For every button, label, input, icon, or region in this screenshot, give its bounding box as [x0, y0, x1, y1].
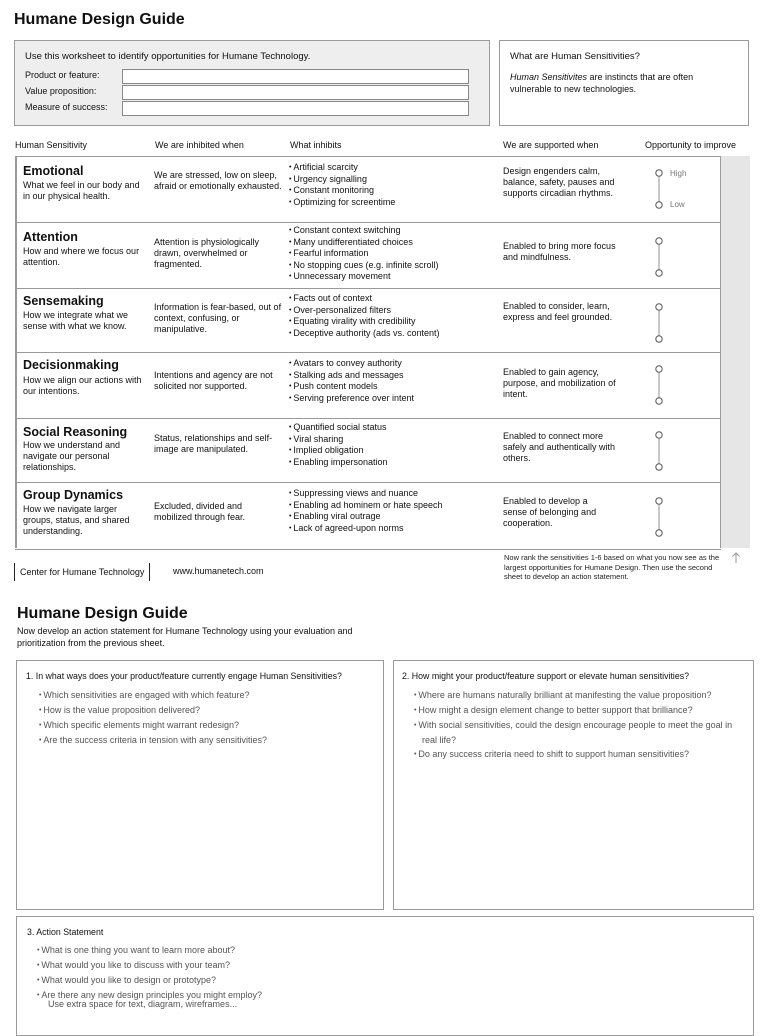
inhibits-item: • No stopping cues (e.g. infinite scroll) [289, 260, 504, 272]
question-1-title: 1. In what ways does your product/feature currently engage Human Sensitivities? [26, 671, 342, 681]
inhibited-when-text: Status, relationships and self-image are manipulated. [154, 433, 273, 454]
value-proposition-field-label: Value proposition: [25, 86, 97, 96]
inhibits-item: • Push content models [289, 381, 504, 393]
org-name: Center for Humane Technology [14, 563, 150, 581]
inhibits-item: • Stalking ads and messages [289, 370, 504, 382]
worksheet-intro-text: Use this worksheet to identify opportunities for Humane Technology. [25, 51, 311, 62]
inhibits-item: • Constant context switching [289, 225, 504, 237]
action-statement-title: 3. Action Statement [27, 927, 104, 937]
arrow-up-icon [731, 552, 741, 564]
inhibits-item: • Viral sharing [289, 434, 504, 446]
inhibits-item: • Over-personalized filters [289, 305, 504, 317]
opportunity-slider[interactable] [655, 431, 665, 478]
slider-high-label: High [670, 169, 687, 178]
column-header-opportunity: Opportunity to improve [645, 140, 737, 150]
inhibits-item: • Optimizing for screentime [289, 197, 504, 209]
opportunity-slider[interactable] [655, 237, 665, 284]
page2-intro: Now develop an action statement for Humane Technology using your evaluation and prioritization from the previous sheet. [17, 626, 353, 648]
inhibits-list [289, 293, 504, 339]
inhibited-when-text: Information is fear-based, out of context, confusing, or manipulative. [154, 302, 282, 334]
action-statement-item: • What would you like to discuss with your team? [37, 958, 262, 973]
inhibits-list [289, 225, 504, 283]
sensitivity-desc: What we feel in our body and in our physical health. [23, 180, 140, 201]
sensitivity-desc: How we navigate larger groups, status, and shared understanding. [23, 504, 130, 536]
question-1-item: • Are the success criteria in tension with any sensitivities? [39, 733, 267, 748]
question-2-item: • How might a design element change to better support that brilliance? [414, 703, 749, 718]
measure-of-success-field-label: Measure of success: [25, 102, 108, 112]
inhibits-item: • Fearful information [289, 248, 504, 260]
org-url[interactable]: www.humanetech.com [173, 566, 264, 576]
sensitivity-name: Decisionmaking [23, 358, 119, 372]
sensitivity-row-social-reasoning [15, 418, 721, 483]
column-header-what-inhibits: What inhibits [290, 140, 342, 150]
action-statement-extra: Use extra space for text, diagram, wireframes... [48, 999, 238, 1009]
inhibits-item: • Enabling ad hominem or hate speech [289, 500, 504, 512]
sensitivity-name: Emotional [23, 164, 84, 178]
question-2-title: 2. How might your product/feature support or elevate human sensitivities? [402, 671, 690, 681]
inhibits-item: • Enabling impersonation [289, 457, 504, 469]
slider-scale-icon [655, 237, 665, 279]
inhibits-item: • Equating virality with credibility [289, 316, 504, 328]
inhibits-list [289, 358, 504, 404]
page2-title: Humane Design Guide [17, 605, 188, 622]
question-1-item: • How is the value proposition delivered? [39, 703, 267, 718]
action-statement-item: • What would you like to design or prototype? [37, 973, 262, 988]
action-statement-item: • What is one thing you want to learn more about? [37, 943, 262, 958]
value-proposition-field[interactable] [122, 85, 469, 100]
sensitivity-desc: How we understand and navigate our personal relationships. [23, 440, 121, 472]
slider-low-label: Low [670, 200, 685, 209]
question-2-item: • Do any success criteria need to shift to support human sensitivities? [414, 747, 749, 762]
inhibits-item: • Many undifferentiated choices [289, 237, 504, 249]
action-statement-item: • Are there any new design principles you might employ? [37, 988, 262, 1003]
inhibits-item: • Constant monitoring [289, 185, 504, 197]
product-field-label: Product or feature: [25, 70, 100, 80]
inhibited-when-text: Attention is physiologically drawn, overwhelmed or fragmented. [154, 237, 260, 269]
slider-scale-icon [655, 365, 665, 407]
product-field[interactable] [122, 69, 469, 84]
sensitivity-row-attention [15, 222, 721, 289]
opportunity-slider[interactable] [655, 497, 665, 544]
question-1-list [39, 688, 267, 748]
inhibits-item: • Enabling viral outrage [289, 511, 504, 523]
sensitivity-desc: How we align our actions with our intentions. [23, 375, 142, 396]
column-header-supported-when: We are supported when [503, 140, 599, 150]
supported-when-text: Enabled to bring more focus and mindfulness. [503, 241, 616, 262]
opportunity-slider[interactable] [655, 365, 665, 412]
slider-scale-icon [655, 431, 665, 473]
column-header-sensitivity: Human Sensitivity [15, 140, 88, 150]
question-1-item: • Which sensitivities are engaged with which feature? [39, 688, 267, 703]
measure-of-success-field-row [25, 101, 485, 116]
inhibits-list [289, 422, 504, 468]
inhibits-item: • Suppressing views and nuance [289, 488, 504, 500]
supported-when-text: Enabled to consider, learn, express and feel grounded. [503, 301, 613, 322]
sensitivity-name: Social Reasoning [23, 425, 128, 439]
inhibited-when-text: Excluded, divided and mobilized through fear. [154, 501, 246, 522]
supported-when-text: Enabled to develop a sense of belonging and cooperation. [503, 496, 597, 528]
sidebox-title: What are Human Sensitivities? [510, 51, 640, 62]
sensitivity-name: Attention [23, 230, 78, 244]
sensitivity-row-group-dynamics [15, 482, 721, 550]
ranking-column[interactable] [720, 156, 750, 548]
slider-scale-icon [655, 303, 665, 345]
inhibits-item: • Serving preference over intent [289, 393, 504, 405]
sensitivity-row-decisionmaking [15, 352, 721, 419]
inhibits-item: • Facts out of context [289, 293, 504, 305]
action-statement-box[interactable] [16, 916, 754, 1036]
sidebox-term: Human Sensitivites [510, 72, 588, 82]
supported-when-text: Design engenders calm, balance, safety, pauses and supports circadian rhythms. [503, 166, 615, 198]
sensitivity-desc: How we integrate what we sense with what we know. [23, 310, 129, 331]
inhibits-item: • Deceptive authority (ads vs. content) [289, 328, 504, 340]
inhibits-list [289, 488, 504, 534]
inhibits-item: • Unnecessary movement [289, 271, 504, 283]
sensitivity-name: Sensemaking [23, 294, 104, 308]
inhibits-item: • Implied obligation [289, 445, 504, 457]
inhibited-when-text: We are stressed, low on sleep, afraid or emotionally exhausted. [154, 170, 282, 191]
question-1-item: • Which specific elements might warrant redesign? [39, 718, 267, 733]
supported-when-text: Enabled to gain agency, purpose, and mobilization of intent. [503, 367, 616, 399]
question-2-box[interactable] [393, 660, 754, 910]
question-1-box[interactable] [16, 660, 384, 910]
inhibits-item: • Artificial scarcity [289, 162, 504, 174]
sensitivity-row-emotional [15, 156, 721, 223]
opportunity-slider[interactable] [655, 303, 665, 350]
sensitivity-row-sensemaking [15, 288, 721, 353]
question-2-item: • With social sensitivities, could the design encourage people to meet the goal in real life? [414, 718, 749, 747]
product-field-row [25, 69, 485, 84]
inhibits-item: • Quantified social status [289, 422, 504, 434]
column-header-inhibited-when: We are inhibited when [155, 140, 244, 150]
human-sensitivities-sidebox [499, 40, 749, 126]
sensitivity-name: Group Dynamics [23, 488, 124, 502]
inhibits-item: • Avatars to convey authority [289, 358, 504, 370]
worksheet-intro-box [14, 40, 490, 126]
supported-when-text: Enabled to connect more safely and authentically with others. [503, 431, 616, 463]
opportunity-slider[interactable] [655, 169, 687, 216]
inhibited-when-text: Intentions and agency are not solicited nor supported. [154, 370, 273, 391]
inhibits-list [289, 162, 504, 208]
ranking-note: Now rank the sensitivities 1-6 based on what you now see as the largest opportunities for Humane Design. Then use the second sheet to develop an action statement. [504, 553, 720, 581]
sidebox-definition: are instincts that are often vulnerable to new technologies. [510, 72, 694, 94]
sidebox-text [510, 72, 720, 95]
action-statement-list [37, 943, 262, 1003]
slider-scale-icon [655, 497, 665, 539]
question-2-list [414, 688, 749, 762]
measure-of-success-field[interactable] [122, 101, 469, 116]
question-2-item: • Where are humans naturally brilliant at manifesting the value proposition? [414, 688, 749, 703]
inhibits-item: • Urgency signalling [289, 174, 504, 186]
sensitivity-desc: How and where we focus our attention. [23, 246, 140, 267]
value-proposition-field-row [25, 85, 485, 100]
inhibits-item: • Lack of agreed-upon norms [289, 523, 504, 535]
page-title: Humane Design Guide [14, 11, 185, 28]
